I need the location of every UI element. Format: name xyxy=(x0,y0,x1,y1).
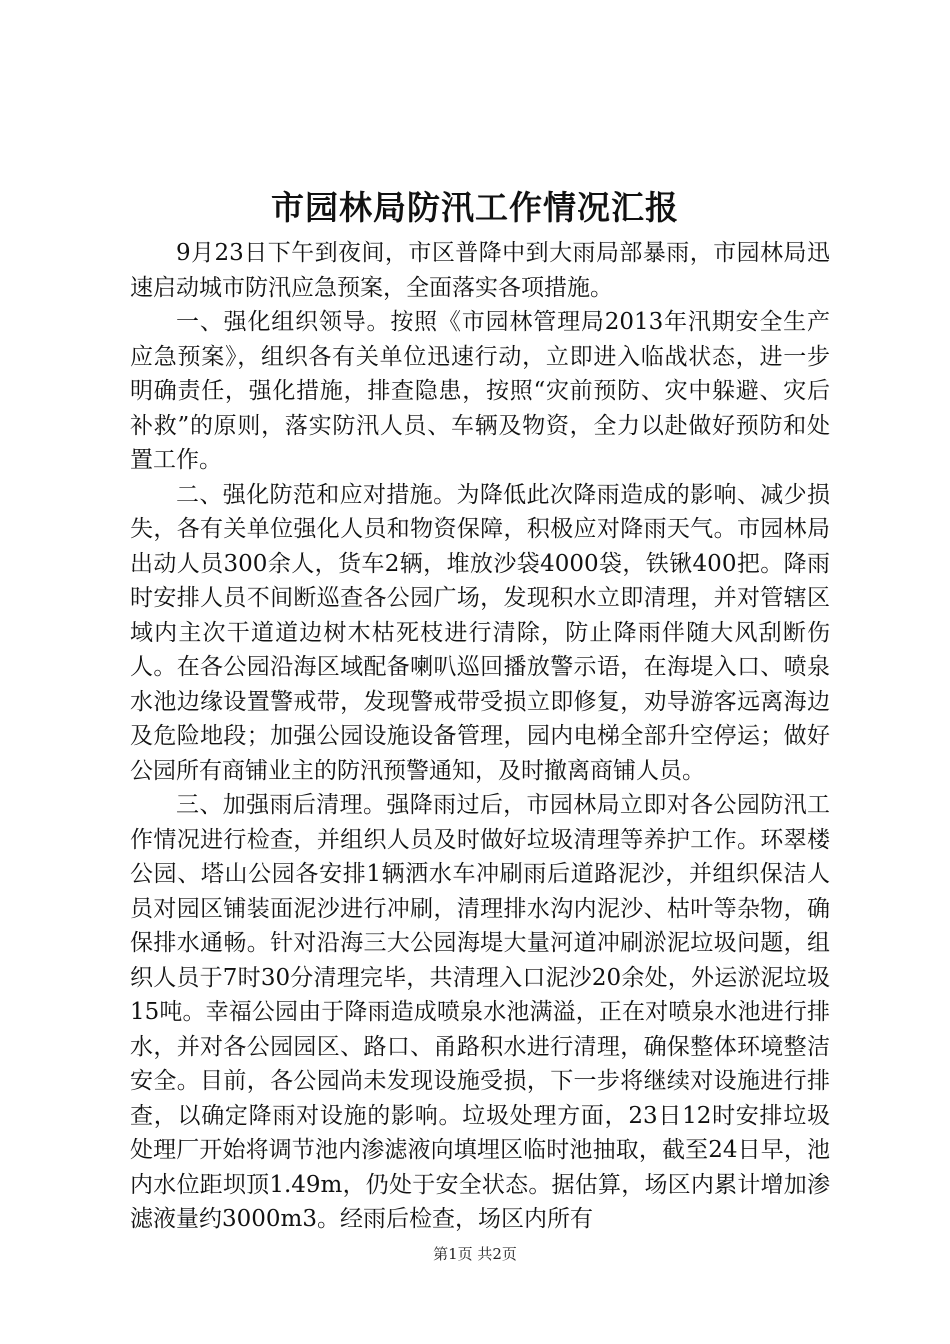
paragraph-section-2: 二、强化防范和应对措施。为降低此次降雨造成的影响、减少损失，各有关单位强化人员和物资保障，积极应对降雨天气。市园林局出动人员300余人，货车2辆，堆放沙袋4000袋，铁锹400把。降雨时安排人员不间断巡查各公园广场，发现积水立即清理，并对管辖区域内主次干道道边树木枯死枝进行清除，防止降雨伴随大风刮断伤人。在各公园沿海区域配备喇叭巡回播放警示语，在海堤入口、喷泉水池边缘设置警戒带，发现警戒带受损立即修复，劝导游客远离海边及危险地段；加强公园设施设备管理，园内电梯全部升空停运；做好公园所有商铺业主的防汛预警通知，及时撤离商铺人员。 xyxy=(130,481,830,784)
page-footer: 第1页 共2页 xyxy=(433,1245,517,1263)
document-title: 市园林局防汛工作情况汇报 xyxy=(271,188,679,227)
paragraph-section-1: 一、强化组织领导。按照《市园林管理局2013年汛期安全生产应急预案》，组织各有关单位迅速行动，立即进入临战状态，进一步明确责任，强化措施，排查隐患，按照“灾前预防、灾中躲避、灾后补救”的原则，落实防汛人员、车辆及物资，全力以赴做好预防和处置工作。 xyxy=(130,309,830,473)
document-body xyxy=(130,236,830,1237)
paragraph-section-3: 三、加强雨后清理。强降雨过后，市园林局立即对各公园防汛工作情况进行检查，并组织人员及时做好垃圾清理等养护工作。环翠楼公园、塔山公园各安排1辆洒水车冲刷雨后道路泥沙，并组织保洁人员对园区铺装面泥沙进行冲刷，清理排水沟内泥沙、枯叶等杂物，确保排水通畅。针对沿海三大公园海堤大量河道冲刷淤泥垃圾问题，组织人员于7时30分清理完毕，共清理入口泥沙20余处，外运淤泥垃圾15吨。幸福公园由于降雨造成喷泉水池满溢，正在对喷泉水池进行排水，并对各公园园区、路口、甬路积水进行清理，确保整体环境整洁安全。目前，各公园尚未发现设施受损，下一步将继续对设施进行排查，以确定降雨对设施的影响。垃圾处理方面，23日12时安排垃圾处理厂开始将调节池内渗滤液向填埋区临时池抽取，截至24日早，池内水位距坝顶1.49m，仍处于安全状态。据估算，场区内累计增加渗滤液量约3000m3。经雨后检查，场区内所有 xyxy=(130,792,830,1232)
paragraph-intro: 9月23日下午到夜间，市区普降中到大雨局部暴雨，市园林局迅速启动城市防汛应急预案，全面落实各项措施。 xyxy=(130,240,830,301)
